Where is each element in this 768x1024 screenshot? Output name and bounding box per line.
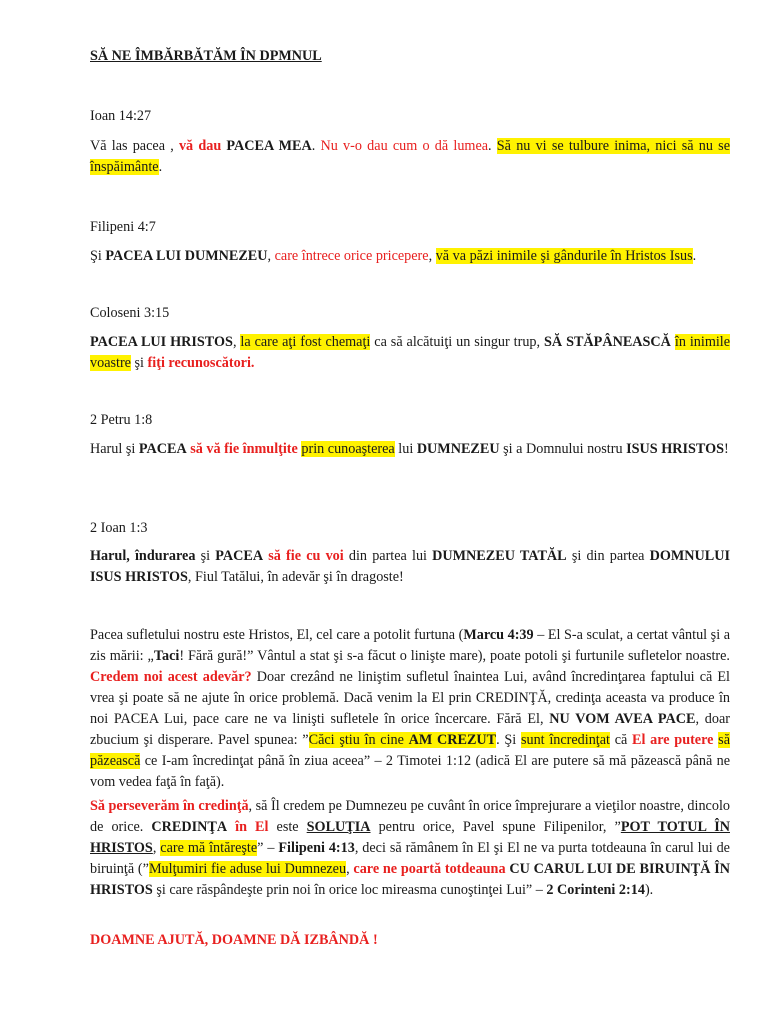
text-run: Mulţumiri fie aduse lui Dumnezeu — [148, 861, 347, 877]
text-run: POT TOTUL ÎN HRISTOS — [90, 819, 730, 856]
text-run: pentru orice, Pavel spune Filipenilor, ” — [370, 819, 621, 835]
text-run: care întrece orice pricepere — [274, 248, 429, 264]
text-run: PACEA LUI DUMNEZEU — [105, 248, 268, 264]
text-run: SOLUŢIA — [306, 819, 371, 835]
text-run: în inimile voastre — [90, 334, 731, 371]
text-run: CU CARUL LUI DE BIRUINŢĂ ÎN HRISTOS — [90, 861, 731, 898]
text-run: Să nu vi se tulbure inima, nici să nu se înspăimânte — [90, 138, 730, 175]
text-run: din partea lui — [343, 548, 433, 564]
text-run: PACEA LUI HRISTOS — [90, 334, 233, 350]
text-run: , — [267, 248, 275, 264]
text-run: Harul, îndurarea — [90, 548, 196, 564]
text-run: Doar crezând ne liniştim sufletul înaintea Lui, având încredinţarea faptului că El vrea şi poate să ne ajute în orice problemă. Dacă venim la El prin CREDINŢĂ, credinţa aceasta va produce în noi PACEA Lui, pace care ne va linişti sufletele în orice încercare. Fără El, — [90, 669, 731, 727]
text-run: , — [346, 861, 354, 877]
text-run: sunt încredinţat — [520, 732, 610, 748]
text-run: 2 Corinteni 2:14 — [546, 882, 645, 898]
text-run: Credem noi acest adevăr? — [90, 669, 252, 685]
text-run: El are putere — [632, 732, 714, 748]
text-run: la care aţi fost chemaţi — [240, 334, 371, 350]
text-run: DUMNEZEU — [416, 441, 500, 457]
text-run: fiţi recunoscători. — [147, 355, 255, 371]
text-run: prin cunoaşterea — [301, 441, 395, 457]
text-run: . — [158, 159, 163, 175]
text-run: Vă las pacea , — [90, 138, 179, 154]
text-run: PACEA — [138, 441, 187, 457]
text-run: Căci ştiu în cine — [308, 732, 409, 748]
text-run: care mă întăreşte — [160, 840, 258, 856]
text-run: vă va păzi inimile şi gândurile în Hristos Isus — [435, 248, 693, 264]
text-run: Marcu 4:39 — [463, 627, 534, 643]
text-run: ca să alcătuiţi un singur trup, — [370, 334, 545, 350]
text-run: şi care răspândeşte prin noi în orice loc mireasma cunoştinţei Lui” – — [152, 882, 547, 898]
text-run: Harul şi — [90, 441, 139, 457]
verse-text — [90, 332, 730, 374]
text-run: în El — [235, 819, 269, 835]
verse-reference: 2 Petru 1:8 — [90, 412, 153, 428]
text-run — [227, 819, 235, 835]
text-run: NU VOM AVEA PACE — [549, 711, 696, 727]
text-run: ISUS HRISTOS — [626, 441, 725, 457]
text-run: Nu v-o dau cum o dă lumea — [320, 138, 489, 154]
text-run: PACEA MEA — [226, 138, 312, 154]
verse-reference: Filipeni 4:7 — [90, 219, 156, 235]
text-run: , — [232, 334, 241, 350]
text-run: să păzească — [90, 732, 730, 769]
text-run: care ne poartă totdeauna — [353, 861, 506, 877]
text-run: , deci să rămânem în El şi El ne va purta totdeauna în carul lui de biruinţă (” — [90, 840, 730, 877]
text-run: ). — [644, 882, 654, 898]
text-run: şi — [130, 355, 148, 371]
text-run: , — [152, 840, 161, 856]
text-run: ! Fără gură!” Vântul a stat şi s-a făcut o linişte mare), poate potoli şi furtunile sufletelor noastre. — [179, 648, 730, 664]
text-run: Pacea sufletului nostru este Hristos, El, cel care a potolit furtuna ( — [90, 627, 464, 643]
text-run: . Şi — [496, 732, 521, 748]
text-run: şi din partea — [566, 548, 650, 564]
text-run: . — [311, 138, 321, 154]
document-title: SĂ NE ÎMBĂRBĂTĂM ÎN DPMNUL — [90, 48, 322, 64]
text-run: să fie cu voi — [268, 548, 344, 564]
verse-reference: Coloseni 3:15 — [90, 305, 170, 321]
text-run: ” – — [257, 840, 279, 856]
text-run: CREDINŢA — [151, 819, 228, 835]
verse-text — [90, 439, 730, 460]
text-run: PACEA — [215, 548, 264, 564]
verse-text — [90, 136, 730, 178]
text-run: , doar zbucium şi disperare. Pavel spunea: ” — [90, 711, 730, 748]
text-run: , să Îl credem pe Dumnezeu pe cuvânt în orice împrejurare a vieţilor noastre, dincolo de orice. — [90, 798, 730, 835]
text-run: Şi — [90, 248, 106, 264]
text-run: Să perseverăm în credinţă — [90, 798, 249, 814]
text-run: că — [610, 732, 633, 748]
text-run: – El S-a sculat, a certat vântul şi a zis mării: „ — [90, 627, 730, 664]
verse-reference: 2 Ioan 1:3 — [90, 520, 148, 536]
text-run: Filipeni 4:13 — [278, 840, 355, 856]
verse-reference: Ioan 14:27 — [90, 108, 152, 124]
closing-line: DOAMNE AJUTĂ, DOAMNE DĂ IZBÂNDĂ ! — [90, 932, 378, 948]
text-run: să vă fie înmulţite — [190, 441, 298, 457]
text-run: . — [488, 138, 497, 154]
text-run: şi a Domnului nostru — [499, 441, 627, 457]
text-run: . — [692, 248, 697, 264]
text-run: ! — [724, 441, 729, 457]
body-paragraph — [90, 625, 730, 793]
text-run: SĂ STĂPÂNEASCĂ — [544, 334, 671, 350]
text-run: AM CREZUT — [408, 732, 497, 748]
verse-text — [90, 546, 730, 588]
text-run: ce I-am încredinţat până în ziua aceea” – 2 Timotei 1:12 (adică El are putere să mă păzească până ne vom vedea faţă în faţă). — [90, 753, 730, 790]
text-run: vă dau — [178, 138, 222, 154]
text-run: DOMNULUI ISUS HRISTOS — [90, 548, 731, 585]
text-run: , — [428, 248, 436, 264]
text-run: Taci — [153, 648, 180, 664]
text-run: DUMNEZEU TATĂL — [432, 548, 567, 564]
text-run: şi — [195, 548, 216, 564]
text-run: este — [268, 819, 307, 835]
body-paragraph — [90, 796, 730, 901]
text-run: lui — [394, 441, 417, 457]
verse-text — [90, 246, 730, 267]
text-run: , Fiul Tatălui, în adevăr şi în dragoste! — [187, 569, 404, 585]
